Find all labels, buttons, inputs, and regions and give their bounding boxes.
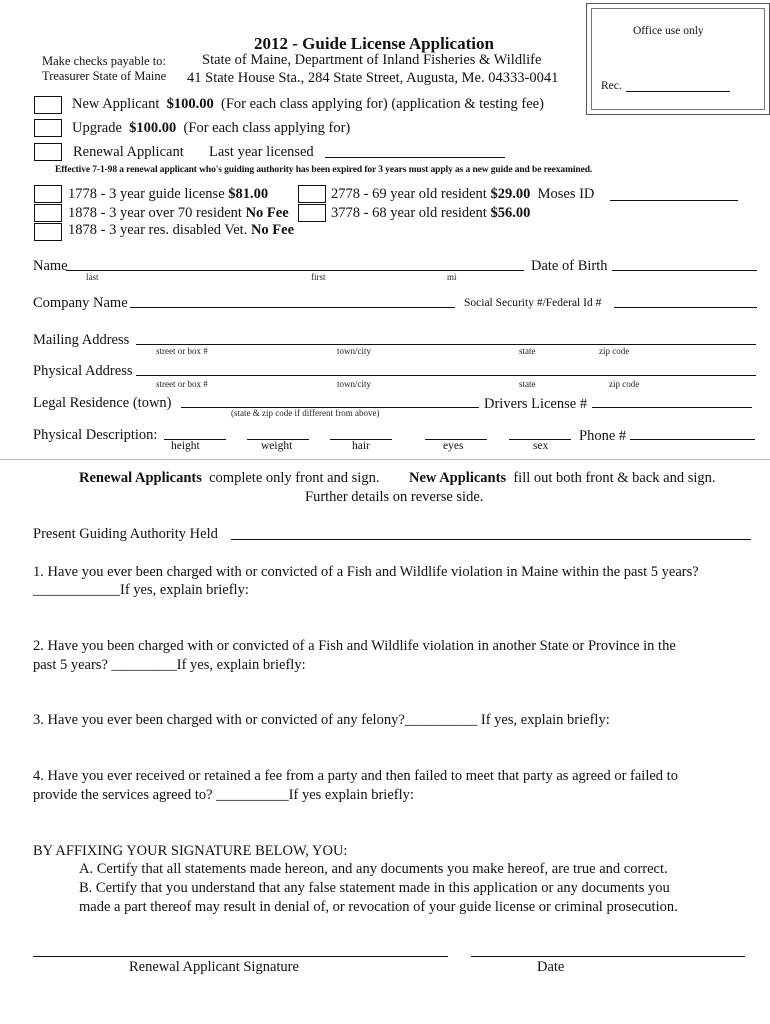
physical-state-hint: state <box>519 379 536 389</box>
name-last-hint: last <box>86 272 99 282</box>
physical-zip-hint: zip code <box>609 379 640 389</box>
license-1878-70-option <box>68 205 289 222</box>
name-field[interactable] <box>66 270 524 271</box>
license-3778-checkbox[interactable] <box>298 204 326 222</box>
license-3778-price: $56.00 <box>490 205 531 221</box>
last-year-licensed-field[interactable] <box>325 157 505 158</box>
hair-hint: hair <box>352 440 370 452</box>
agency-name: State of Maine, Department of Inland Fisheries & Wildlife <box>202 52 542 68</box>
agency-address: 41 State House Sta., 284 State Street, Augusta, Me. 04333-0041 <box>187 70 559 86</box>
ssn-label: Social Security #/Federal Id # <box>464 297 602 309</box>
upgrade-price: $100.00 <box>129 120 177 136</box>
mailing-address-field[interactable] <box>136 344 756 345</box>
license-1778-option <box>68 186 268 203</box>
physical-town-hint: town/city <box>337 379 371 389</box>
office-use-box <box>591 8 765 110</box>
new-instructions-bold: New Applicants <box>409 470 507 486</box>
license-1878-vet-checkbox[interactable] <box>34 223 62 241</box>
upgrade-checkbox[interactable] <box>34 119 62 137</box>
payable-line-2: Treasurer State of Maine <box>42 69 167 83</box>
license-1778-checkbox[interactable] <box>34 185 62 203</box>
physical-address-label: Physical Address <box>33 363 133 379</box>
license-2778-price: $29.00 <box>490 186 531 202</box>
license-2778-text: 2778 - 69 year old resident <box>331 186 487 202</box>
question-2-line-2: past 5 years? _________If yes, explain briefly: <box>33 657 306 673</box>
certification-heading: BY AFFIXING YOUR SIGNATURE BELOW, YOU: <box>33 843 348 859</box>
name-first-hint: first <box>311 272 326 282</box>
office-rec-label: Rec. <box>601 80 622 92</box>
present-authority-label: Present Guiding Authority Held <box>33 526 218 542</box>
physical-street-hint: street or box # <box>156 379 208 389</box>
mailing-address-label: Mailing Address <box>33 332 130 348</box>
company-name-label: Company Name <box>33 295 128 311</box>
physical-address-field[interactable] <box>136 375 756 376</box>
new-applicant-price: $100.00 <box>166 96 214 112</box>
license-1778-text: 1778 - 3 year guide license <box>68 186 225 202</box>
new-applicant-note: (For each class applying for) (application & testing fee) <box>221 96 544 112</box>
question-4-line-2: provide the services agreed to? __________If yes explain briefly: <box>33 787 414 803</box>
certification-a: A. Certify that all statements made hereon, and any documents you make hereof, are true and correct. <box>79 861 668 877</box>
license-1878-70-checkbox[interactable] <box>34 204 62 222</box>
mailing-town-hint: town/city <box>337 346 371 356</box>
license-3778-option <box>331 205 530 222</box>
mailing-street-hint: street or box # <box>156 346 208 356</box>
drivers-license-label: Drivers License # <box>484 396 588 412</box>
license-3778-text: 3778 - 68 year old resident <box>331 205 487 221</box>
renewal-label: Renewal Applicant <box>73 144 184 160</box>
legal-residence-hint: (state & zip code if different from above) <box>231 408 380 418</box>
effective-note: Effective 7-1-98 a renewal applicant who's guiding authority has been expired for 3 years must apply as a new guide and be reexamined. <box>55 165 593 175</box>
name-label: Name <box>33 258 68 274</box>
certification-b-line-1: B. Certify that you understand that any false statement made in this application or any documents you <box>79 880 670 896</box>
date-label: Date <box>537 959 565 975</box>
present-authority-field[interactable] <box>231 539 751 540</box>
question-3: 3. Have you ever been charged with or convicted of any felony?__________ If yes, explain briefly: <box>33 712 610 728</box>
renewal-instructions-text: complete only front and sign. <box>209 470 380 486</box>
sex-hint: sex <box>533 440 549 452</box>
new-instructions-text: fill out both front & back and sign. <box>513 470 716 486</box>
office-use-title: Office use only <box>633 25 704 37</box>
upgrade-label: Upgrade <box>72 120 122 136</box>
mailing-state-hint: state <box>519 346 536 356</box>
signature-label: Renewal Applicant Signature <box>129 959 299 975</box>
license-2778-checkbox[interactable] <box>298 185 326 203</box>
certification-b-line-2: made a part thereof may result in denial of, or revocation of your guide license or criminal prosecution. <box>79 899 678 915</box>
license-2778-option <box>331 186 594 203</box>
renewal-instructions-bold: Renewal Applicants <box>79 470 202 486</box>
ssn-field[interactable] <box>614 307 757 308</box>
new-instructions <box>409 470 716 487</box>
physical-description-label: Physical Description: <box>33 427 158 443</box>
dob-field[interactable] <box>612 270 757 271</box>
question-4-line-1: 4. Have you ever received or retained a fee from a party and then failed to meet that party as agreed or failed to <box>33 768 678 784</box>
signature-field[interactable] <box>33 956 448 957</box>
new-applicant-checkbox[interactable] <box>34 96 62 114</box>
name-mi-hint: mi <box>447 272 457 282</box>
eyes-hint: eyes <box>443 440 464 452</box>
phone-field[interactable] <box>630 439 755 440</box>
moses-id-label: Moses ID <box>537 186 595 202</box>
section-divider <box>0 459 770 460</box>
last-year-licensed-label: Last year licensed <box>209 144 314 160</box>
legal-residence-label: Legal Residence (town) <box>33 395 172 411</box>
license-1878-vet-option <box>68 222 294 239</box>
page-title: 2012 - Guide License Application <box>254 34 494 53</box>
weight-hint: weight <box>261 440 293 452</box>
date-field[interactable] <box>471 956 745 957</box>
height-hint: height <box>171 440 200 452</box>
license-1878-vet-price: No Fee <box>250 222 295 238</box>
license-1878-vet-text: 1878 - 3 year res. disabled Vet. <box>68 222 248 238</box>
license-1878-70-text: 1878 - 3 year over 70 resident <box>68 205 242 221</box>
renewal-checkbox[interactable] <box>34 143 62 161</box>
new-applicant-label: New Applicant <box>72 96 160 112</box>
payable-line-1: Make checks payable to: <box>42 54 166 68</box>
renewal-instructions <box>79 470 379 487</box>
mailing-zip-hint: zip code <box>599 346 630 356</box>
question-2-line-1: 2. Have you been charged with or convicted of a Fish and Wildlife violation in another State or Province in the <box>33 638 676 654</box>
upgrade-option <box>72 120 350 137</box>
dob-label: Date of Birth <box>531 258 608 274</box>
drivers-license-field[interactable] <box>592 407 752 408</box>
office-rec-line <box>626 91 730 92</box>
upgrade-note: (For each class applying for) <box>183 120 351 136</box>
further-details-note: Further details on reverse side. <box>305 489 484 505</box>
question-1-line-1: 1. Have you ever been charged with or convicted of a Fish and Wildlife violation in Maine within the past 5 years? <box>33 564 699 580</box>
company-name-field[interactable] <box>130 307 455 308</box>
moses-id-field[interactable] <box>610 200 738 201</box>
question-1-line-2: ____________If yes, explain briefly: <box>33 582 249 598</box>
new-applicant-option <box>72 96 544 113</box>
license-1878-70-price: No Fee <box>245 205 289 221</box>
license-1778-price: $81.00 <box>228 186 269 202</box>
phone-label: Phone # <box>579 428 627 444</box>
